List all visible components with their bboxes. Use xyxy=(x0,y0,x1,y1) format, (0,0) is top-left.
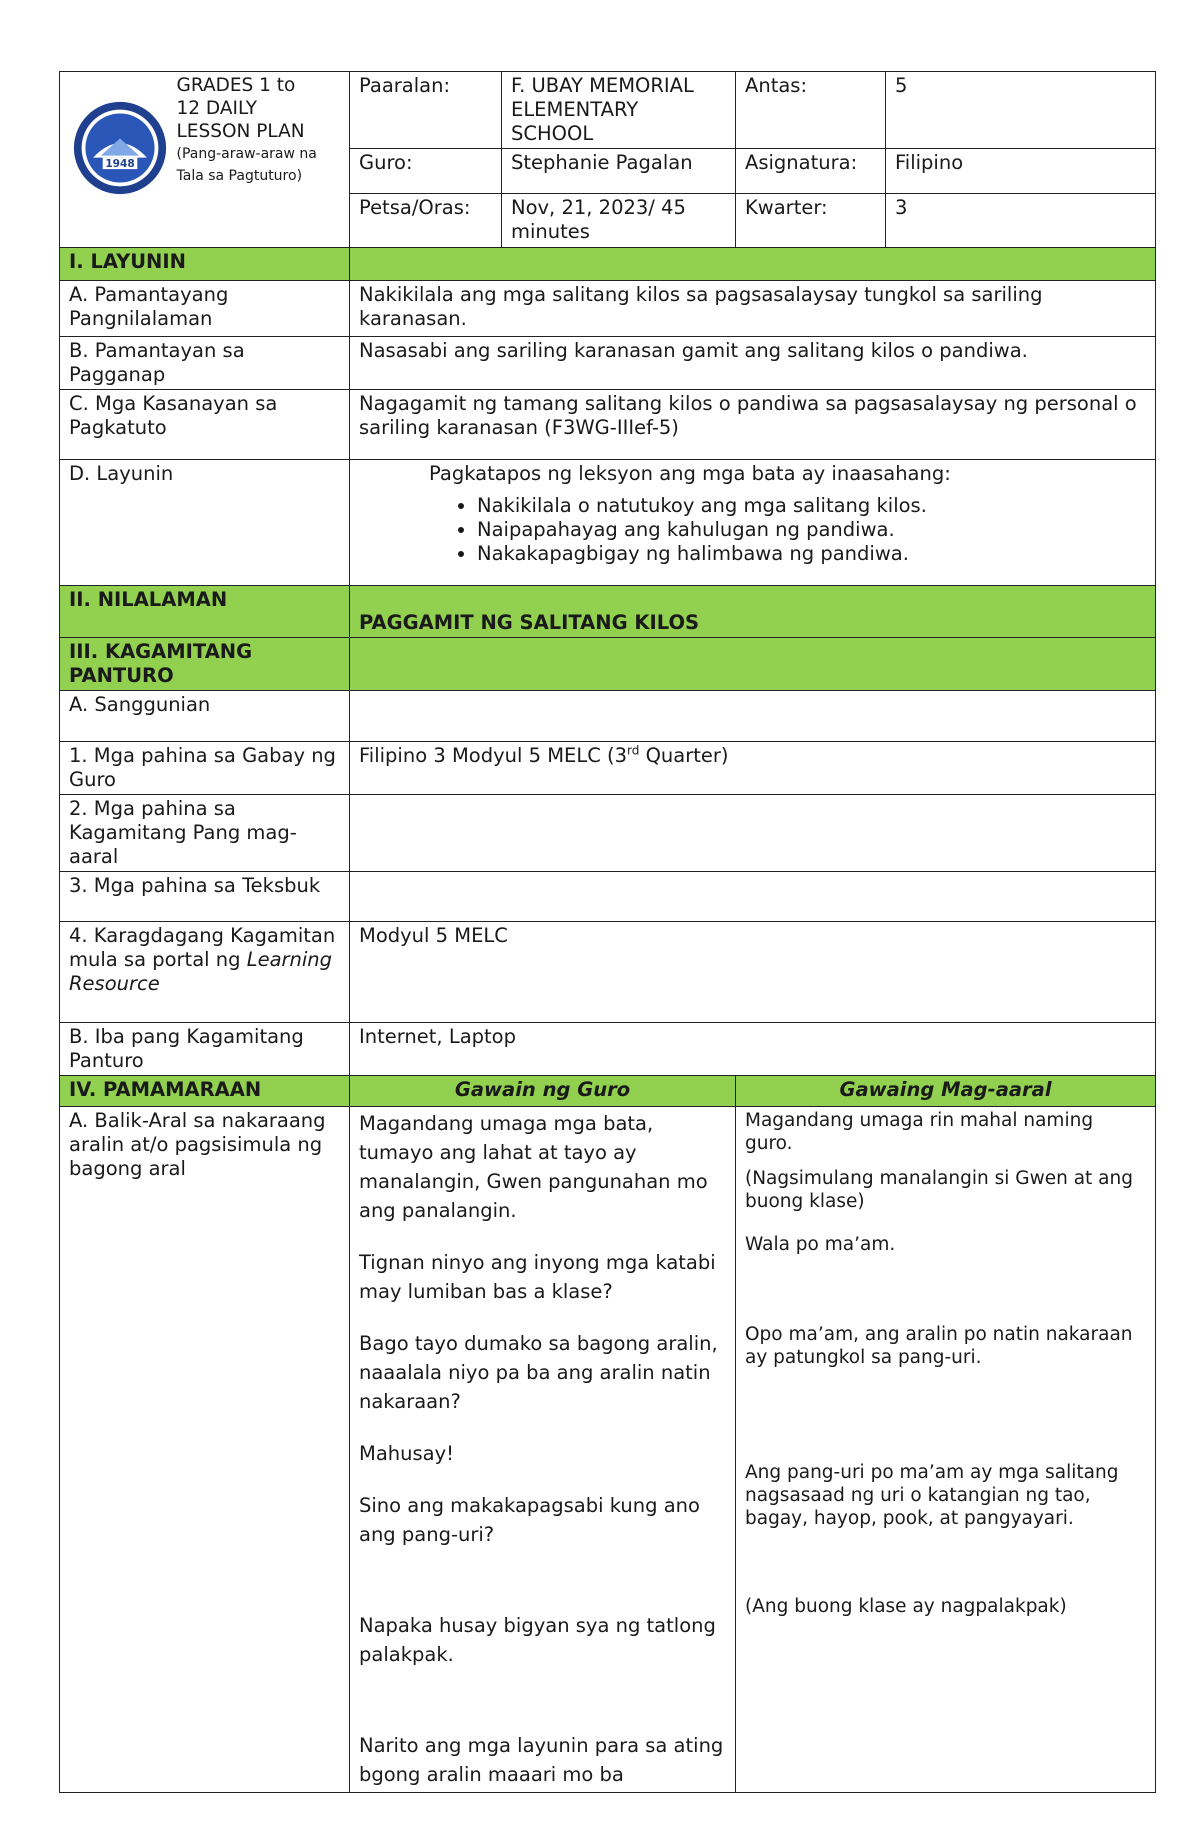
layunin-list xyxy=(359,494,1146,566)
asignatura-label: Asignatura: xyxy=(736,149,886,194)
pamantayan-sa-pagganap-label: B. Pamantayan sa Pagganap xyxy=(60,337,350,390)
guro-line: Napaka husay bigyan sya ng tatlong palakpak. xyxy=(359,1614,716,1666)
gawain-ng-guro-header: Gawain ng Guro xyxy=(350,1076,736,1107)
layunin-heading: I. LAYUNIN xyxy=(60,248,350,281)
antas-label: Antas: xyxy=(736,72,886,149)
svg-text:1948: 1948 xyxy=(105,158,135,171)
paaralan-label: Paaralan: xyxy=(350,72,502,149)
kagamitang-pang-magaaral-label: 2. Mga pahina sa Kagamitang Pang mag-aaral xyxy=(60,795,350,872)
kasanayan-label: C. Mga Kasanayan sa Pagkatuto xyxy=(60,390,350,460)
guro-line: Mahusay! xyxy=(359,1442,454,1465)
kwarter-label: Kwarter: xyxy=(736,194,886,248)
kwarter-value: 3 xyxy=(886,194,1156,248)
guro-line: Magandang umaga mga bata, tumayo ang lahat at tayo ay manalangin, Gwen pangunahan mo ang panalangin. xyxy=(359,1112,708,1222)
layunin-d-value: Pagkatapos ng leksyon ang mga bata ay inaasahang: • Nakikilala o natutukoy ang mga salitang kilos. • Naipapahayag ang kahulugan ng pandiwa. • Nakakapagbigay ng halimbawa ng pandiwa. xyxy=(350,460,1156,586)
lesson-plan-document xyxy=(59,71,1155,1793)
list-item: • Nakakapagbigay ng halimbawa ng pandiwa. xyxy=(477,542,1146,566)
list-item: • Naipapahayag ang kahulugan ng pandiwa. xyxy=(477,518,1146,542)
petsa-label: Petsa/Oras: xyxy=(350,194,502,248)
karagdagan-value: Modyul 5 MELC xyxy=(350,922,1156,1023)
antas-value: 5 xyxy=(886,72,1156,149)
school-seal-cell xyxy=(60,72,168,248)
gabay-value: Filipino 3 Modyul 5 MELC (3rd Quarter) xyxy=(350,742,1156,795)
paaralan-value: F. UBAY MEMORIAL ELEMENTARY SCHOOL xyxy=(502,72,736,149)
guro-line: Bago tayo dumako sa bagong aralin, naaalala niyo pa ba ang aralin natin nakaraan? xyxy=(359,1332,718,1413)
layunin-d-label: D. Layunin xyxy=(60,460,350,586)
kagamitan-heading: III. KAGAMITANG PANTURO xyxy=(60,638,350,691)
magaaral-line: Magandang umaga rin mahal naming guro. xyxy=(745,1110,1094,1154)
pamamaraan-heading: IV. PAMAMARAAN xyxy=(60,1076,350,1107)
guro-label: Guro: xyxy=(350,149,502,194)
nilalaman-value: PAGGAMIT NG SALITANG KILOS xyxy=(350,586,1156,638)
guro-value: Stephanie Pagalan xyxy=(502,149,736,194)
guro-line: Sino ang makakapagsabi kung ano ang pang-uri? xyxy=(359,1494,700,1546)
karagdagan-label: 4. Karagdagang Kagamitan mula sa portal ng Learning Resource xyxy=(60,922,350,1023)
gawain-ng-guro-content xyxy=(350,1107,736,1793)
magaaral-line: Opo ma’am, ang aralin po natin nakaraan ay patungkol sa pang-uri. xyxy=(745,1324,1133,1368)
school-seal-icon xyxy=(72,100,168,196)
magaaral-line: Ang pang-uri po ma’am ay mga salitang nagsasaad ng uri o katangian ng tao, bagay, hayop, pook, at pangyayari. xyxy=(745,1462,1119,1529)
iba-pang-kagamitan-label: B. Iba pang Kagamitang Panturo xyxy=(60,1023,350,1076)
lesson-plan-table xyxy=(59,71,1156,1793)
petsa-value: Nov, 21, 2023/ 45 minutes xyxy=(502,194,736,248)
list-item: • Nakikilala o natutukoy ang mga salitang kilos. xyxy=(477,494,1146,518)
guro-line: Tignan ninyo ang inyong mga katabi may lumiban bas a klase? xyxy=(359,1251,716,1303)
iba-pang-kagamitan-value: Internet, Laptop xyxy=(350,1023,1156,1076)
gawaing-magaaral-header: Gawaing Mag-aaral xyxy=(736,1076,1156,1107)
pamantayang-pangnilalaman-value: Nakikilala ang mga salitang kilos sa pagsasalaysay tungkol sa sariling karanasan. xyxy=(350,281,1156,337)
nilalaman-heading: II. NILALAMAN xyxy=(60,586,350,638)
magaaral-line: (Ang buong klase ay nagpalakpak) xyxy=(745,1596,1067,1617)
guro-line: Narito ang mga layunin para sa ating bgong aralin maaari mo ba xyxy=(359,1734,724,1786)
asignatura-value: Filipino xyxy=(886,149,1156,194)
sanggunian-label: A. Sanggunian xyxy=(60,691,350,742)
gabay-label: 1. Mga pahina sa Gabay ng Guro xyxy=(60,742,350,795)
magaaral-line: (Nagsimulang manalangin si Gwen at ang buong klase) xyxy=(745,1168,1133,1212)
kasanayan-value: Nagagamit ng tamang salitang kilos o pandiwa sa pagsasalaysay ng personal o sariling karanasan (F3WG-IIIef-5) xyxy=(350,390,1156,460)
magaaral-line: Wala po ma’am. xyxy=(745,1234,896,1255)
pamantayan-sa-pagganap-value: Nasasabi ang sariling karanasan gamit ang salitang kilos o pandiwa. xyxy=(350,337,1156,390)
gawaing-magaaral-content xyxy=(736,1107,1156,1793)
teksbuk-label: 3. Mga pahina sa Teksbuk xyxy=(60,872,350,922)
balik-aral-label: A. Balik-Aral sa nakaraang aralin at/o pagsisimula ng bagong aral xyxy=(60,1107,350,1793)
pamantayang-pangnilalaman-label: A. Pamantayang Pangnilalaman xyxy=(60,281,350,337)
plan-title: GRADES 1 to 12 DAILY LESSON PLAN (Pang-araw-araw na Tala sa Pagtuturo) xyxy=(168,72,350,248)
